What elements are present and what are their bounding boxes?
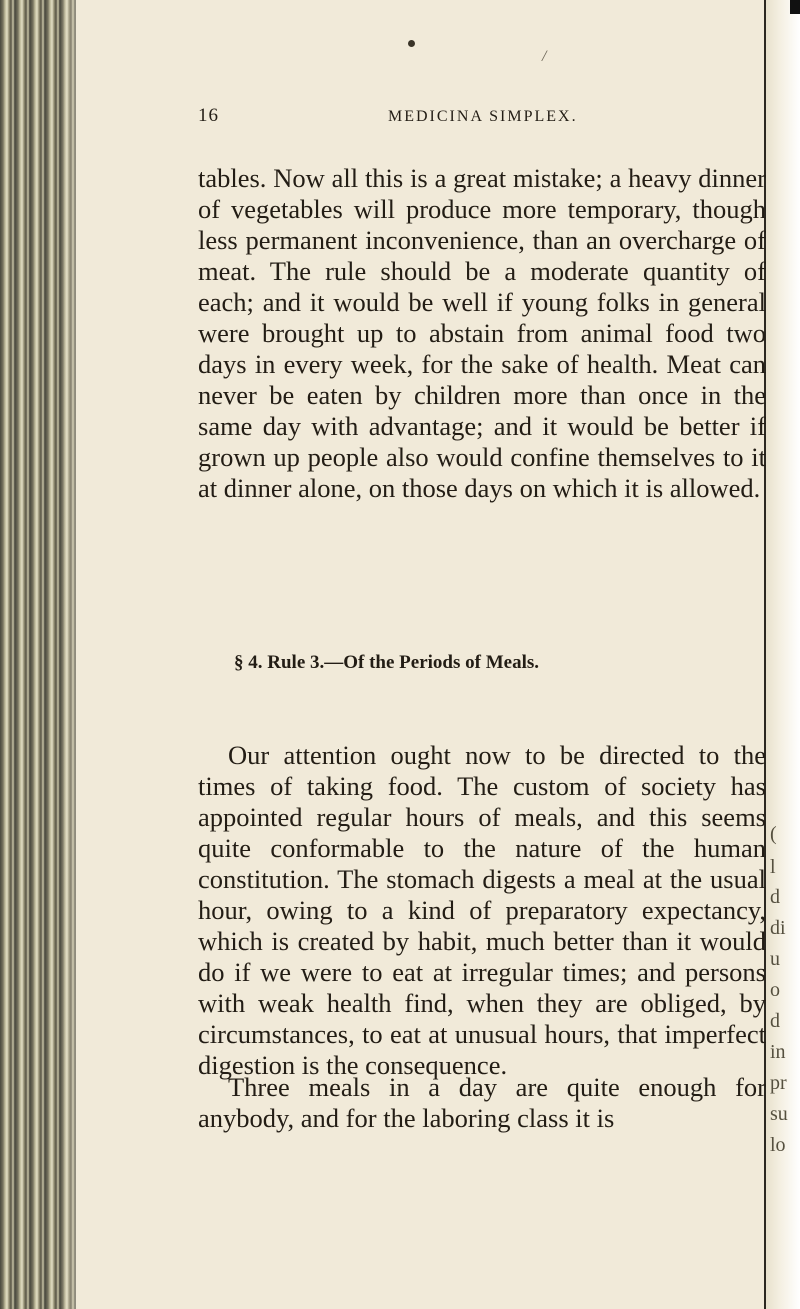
adjacent-fragment: l [770, 856, 776, 878]
ink-dot [408, 40, 415, 47]
adjacent-fragment: lo [770, 1134, 786, 1156]
adjacent-fragment: pr [770, 1072, 787, 1094]
running-title: MEDICINA SIMPLEX. [388, 108, 578, 125]
adjacent-fragment: d [770, 886, 780, 908]
adjacent-fragment: u [770, 948, 780, 970]
adjacent-fragment: o [770, 979, 780, 1001]
paragraph: Three meals in a day are quite enough for anybody, and for the laboring class it is [198, 1072, 766, 1133]
section-heading: § 4. Rule 3.—Of the Periods of Meals. [234, 652, 540, 673]
scan-mark [790, 0, 800, 14]
paragraph: tables. Now all this is a great mistake; a heavy dinner of vegetables will produce more temporary, though less permanent inconvenience, than an overcharge of meat. The rule should be a moderate quantity of each; and it would be well if young folks in general were brought up to abstain from animal food two days in every week, for the sake of health. Meat can never be eaten by children more than once in the same day with advantage; and it would be better if grown up people also would confine themselves to it at dinner alone, on those days on which it is allowed. [198, 163, 766, 503]
adjacent-fragment: ( [770, 823, 777, 845]
paragraph: Our attention ought now to be directed to the times of taking food. The custom of society has appointed regular hours of meals, and this seems quite conformable to the nature of the human constitution. The stomach digests a meal at the usual hour, owing to a kind of preparatory expectancy, which is created by habit, much better than it would do if we were to eat at irregular times; and persons with weak health find, when they are obliged, by circumstances, to eat at unusual hours, that imperfect digestion is the consequence. [198, 740, 766, 1080]
adjacent-page-edge [764, 0, 800, 1309]
adjacent-fragment: su [770, 1103, 788, 1125]
page-number: 16 [198, 105, 219, 126]
pencil-mark: / [542, 48, 547, 65]
adjacent-fragment: di [770, 917, 786, 939]
adjacent-fragment: d [770, 1010, 780, 1032]
adjacent-fragment: in [770, 1041, 786, 1063]
gutter-shadow [60, 0, 100, 1309]
page-header [198, 105, 758, 129]
